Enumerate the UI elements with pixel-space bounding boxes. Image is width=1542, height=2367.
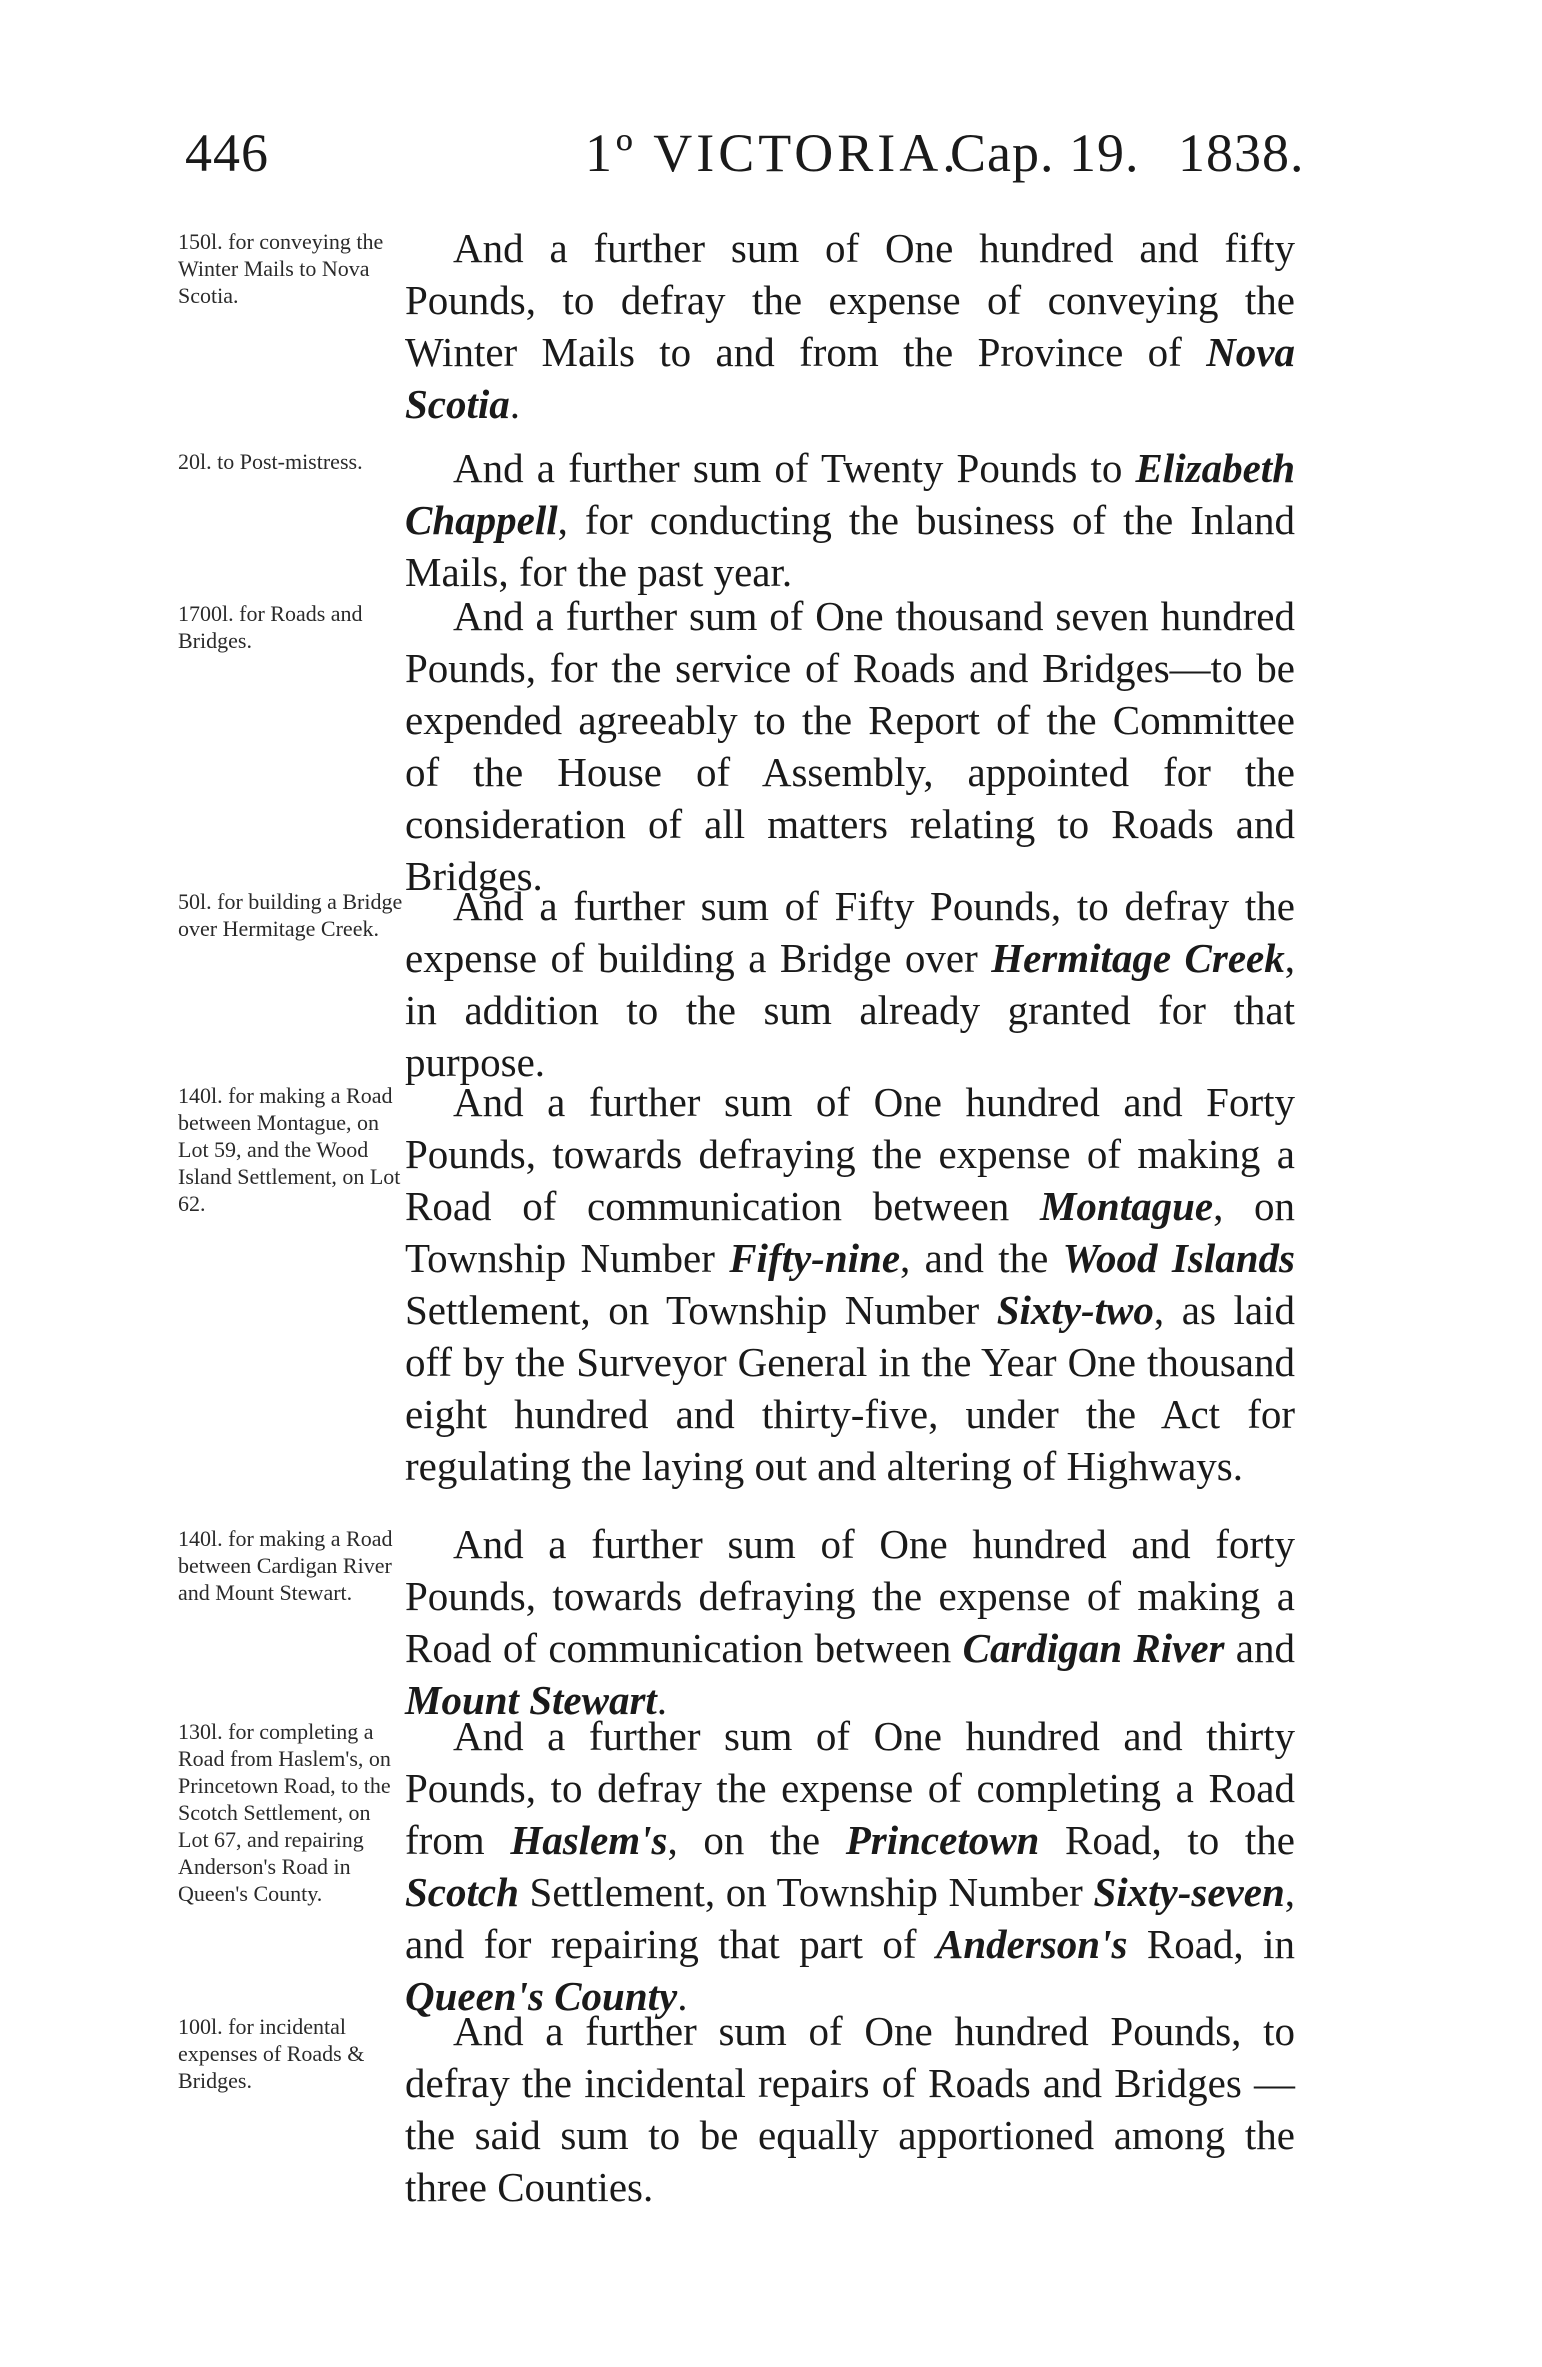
text-run: and xyxy=(1224,1625,1296,1671)
italic-text: Fifty-nine xyxy=(729,1235,901,1281)
italic-text: Montague xyxy=(1039,1183,1214,1229)
text-run: , in addition to the sum already granted for that purpose. xyxy=(405,935,1295,1085)
text-run: . xyxy=(677,1973,688,2019)
margin-note: 140l. for making a Road between Montague, on Lot 59, and the Wood Island Settlement, on Lot 62. xyxy=(178,1083,401,1216)
paragraph xyxy=(405,590,1295,902)
margin-note: 20l. to Post-mistress. xyxy=(178,449,363,474)
chapter-number: Cap. 19. xyxy=(950,123,1140,183)
margin-note: 130l. for completing a Road from Haslem's, on Princetown Road, to the Scotch Settlement, on Lot 67, and repairing Anderson's Road in Queen's County. xyxy=(178,1719,391,1906)
running-head xyxy=(0,118,1542,198)
italic-text: Wood Islands xyxy=(1062,1235,1295,1281)
text-run: , on Township Number xyxy=(405,1183,1296,1281)
paragraph xyxy=(405,442,1295,598)
italic-text: Sixty-two xyxy=(996,1287,1154,1333)
text-run: Settlement, on Township Number xyxy=(405,1287,997,1333)
italic-text: Cardigan River xyxy=(962,1625,1225,1671)
margin-note: 140l. for making a Road between Cardigan River and Mount Stewart. xyxy=(178,1526,393,1605)
margin-note: 1700l. for Roads and Bridges. xyxy=(178,601,363,653)
italic-text: Scotch xyxy=(405,1869,519,1915)
italic-text: Anderson's xyxy=(936,1921,1128,1967)
italic-text: Haslem's xyxy=(510,1817,668,1863)
running-title: 1º VICTORIA. xyxy=(585,123,960,183)
italic-text: Hermitage Creek xyxy=(991,935,1285,981)
margin-note: 150l. for conveying the Winter Mails to Nova Scotia. xyxy=(178,229,384,308)
text-run: And a further sum of Fifty Pounds, to defray the expense of building a Bridge over xyxy=(405,883,1295,981)
text-run: And a further sum of Twenty Pounds to xyxy=(453,445,1136,491)
text-run: . xyxy=(509,381,521,427)
italic-text: Elizabeth Chappell xyxy=(405,445,1295,543)
paragraph xyxy=(405,1518,1295,1726)
page-number: 446 xyxy=(185,123,269,183)
paragraph xyxy=(405,222,1295,430)
text-run: Road, to the xyxy=(1039,1817,1295,1863)
text-run: , on the xyxy=(667,1817,846,1863)
paragraph xyxy=(405,1710,1295,2022)
paragraph xyxy=(405,880,1295,1088)
paragraph xyxy=(405,1076,1295,1492)
italic-text: Nova Scotia xyxy=(405,329,1295,427)
text-run: Road, in xyxy=(1127,1921,1296,1967)
text-run: And a further sum of One hundred and thirty Pounds, to defray the expense of completing a Road from xyxy=(405,1713,1295,1863)
text-run: , and for repairing that part of xyxy=(405,1869,1295,1967)
text-run: Settlement, on Township Number xyxy=(518,1869,1094,1915)
text-run: And a further sum of One thousand seven hundred Pounds, for the service of Roads and Bridges—to be expended agreeably to the Report of the Committee of the House of Assembly, appointed for the consideration of all matters relating to Roads and Bridges. xyxy=(405,593,1295,899)
italic-text: Sixty-seven xyxy=(1093,1869,1285,1915)
text-run: . xyxy=(656,1677,668,1723)
text-run: And a further sum of One hundred and fifty Pounds, to defray the expense of conveying the Winter Mails to and from the Province of xyxy=(405,225,1295,375)
italic-text: Princetown xyxy=(845,1817,1040,1863)
year: 1838. xyxy=(1178,123,1305,183)
text-run: And a further sum of One hundred and forty Pounds, towards defraying the expense of making a Road of communication between xyxy=(405,1521,1295,1671)
italic-text: Queen's County xyxy=(405,1973,678,2019)
text-run: , as laid off by the Surveyor General in the Year One thousand eight hundred and thirty-five, under the Act for regulating the laying out and altering of Highways. xyxy=(405,1287,1295,1489)
text-run: , for conducting the business of the Inland Mails, for the past year. xyxy=(405,497,1295,595)
margin-note: 50l. for building a Bridge over Hermitage Creek. xyxy=(178,889,403,941)
margin-note: 100l. for incidental expenses of Roads & Bridges. xyxy=(178,2014,365,2093)
italic-text: Mount Stewart xyxy=(405,1677,657,1723)
text-run: , and the xyxy=(900,1235,1063,1281)
text-run: And a further sum of One hundred Pounds, to defray the incidental repairs of Roads and Bridges —the said sum to be equally apportioned among the three Counties. xyxy=(405,2008,1295,2210)
text-run: And a further sum of One hundred and Forty Pounds, towards defraying the expense of making a Road of communication between xyxy=(405,1079,1295,1229)
paragraph xyxy=(405,2005,1295,2213)
